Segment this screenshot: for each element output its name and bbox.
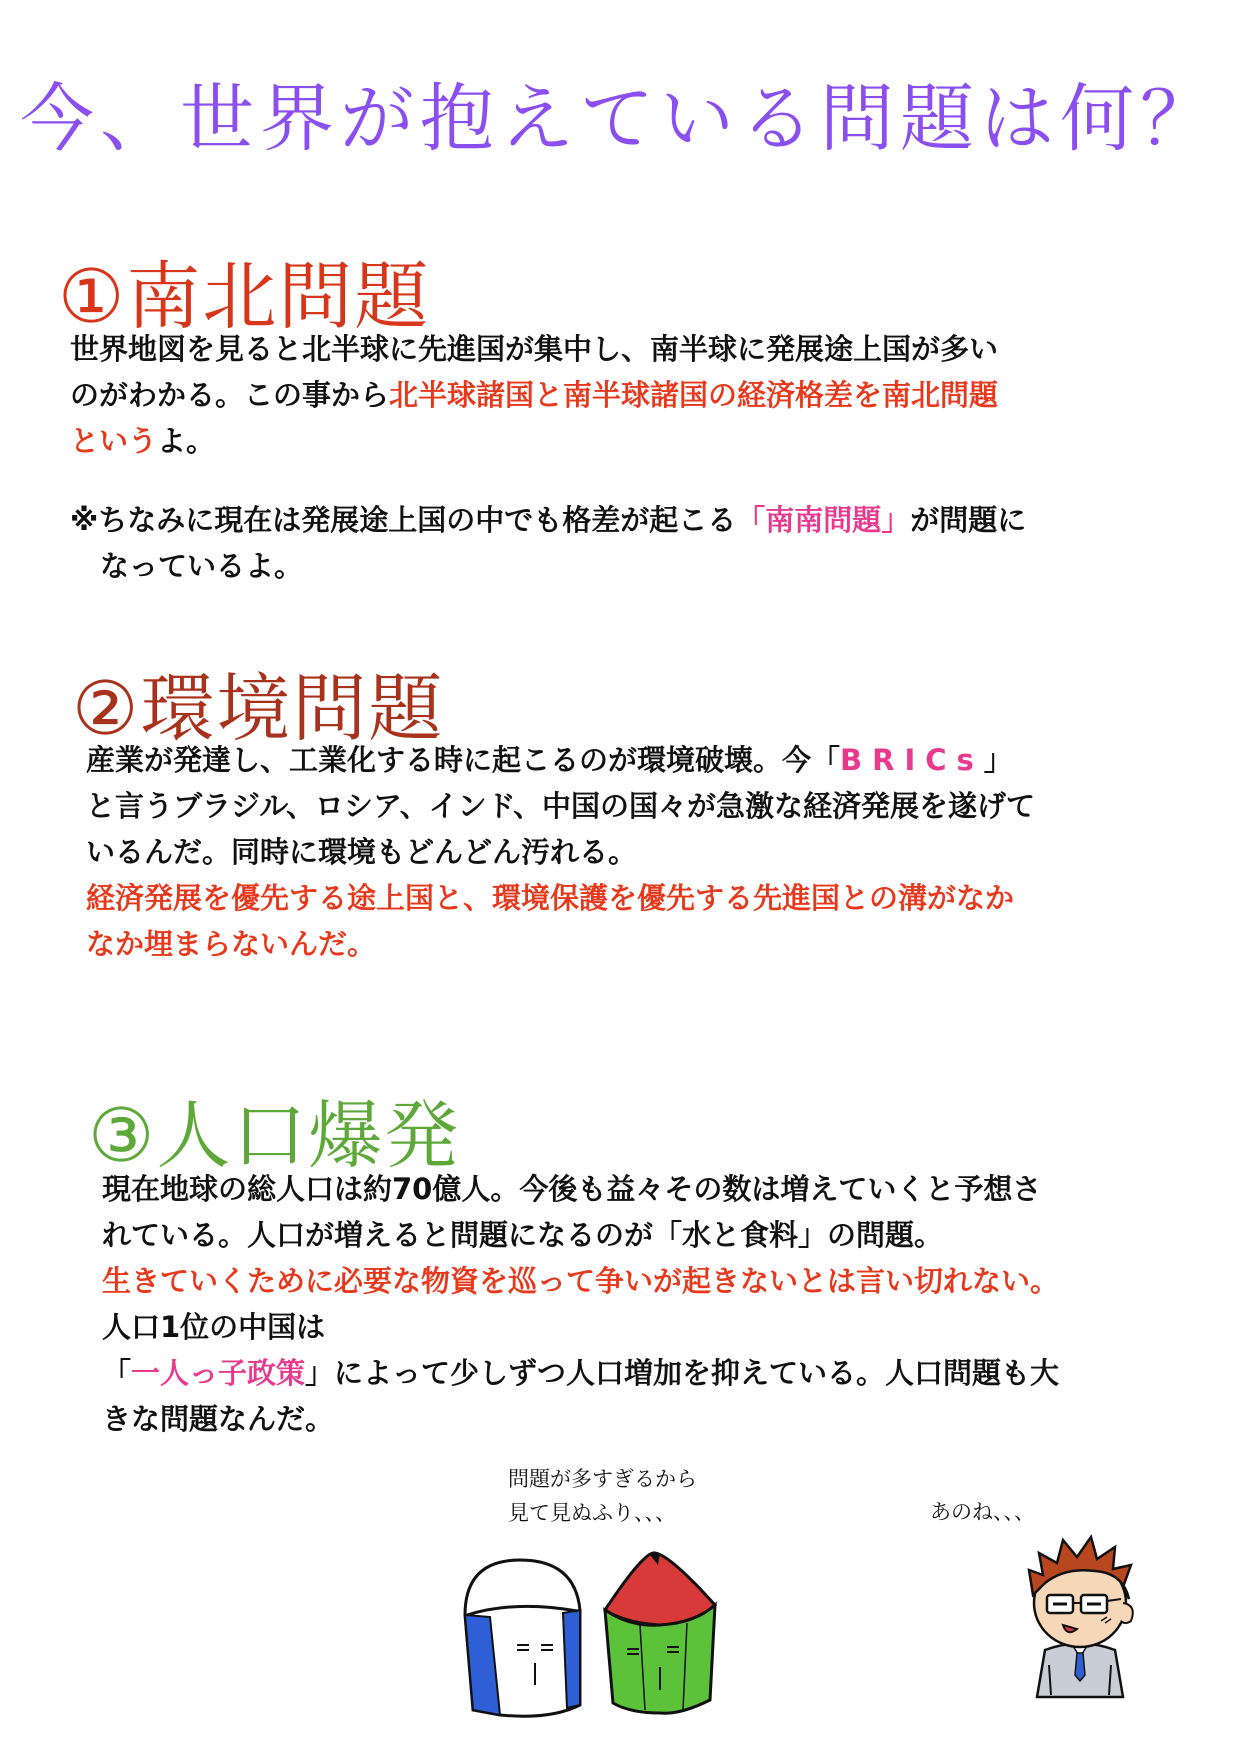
paragraph-line: と言うブラジル、ロシア、インド、中国の国々が急激な経済発展を遂げて	[86, 789, 1036, 823]
paragraph-line: というよ。	[70, 424, 216, 458]
paragraph-line: ※ちなみに現在は発展途上国の中でも格差が起こる「南南問題」が問題に	[70, 503, 1027, 537]
paragraph-line: きな問題なんだ。	[102, 1402, 335, 1436]
section-note-south-south	[70, 497, 1026, 589]
emphasis-text: 生きていくために必要な物資を巡って争いが起きないとは言い切れない。	[102, 1264, 1060, 1298]
speech-text-teacher: あのね、、、	[930, 1500, 1035, 1524]
emphasis-text: 「南南問題」	[736, 503, 911, 537]
emphasis-text: 経済発展を優先する途上国と、環境保護を優先する先進国との溝がなか	[86, 881, 1015, 915]
paragraph-line: 現在地球の総人口は約70億人。今後も益々その数は増えていくと予想さ	[102, 1172, 1042, 1206]
section-heading-population: ③人口爆発	[88, 1093, 461, 1179]
paragraph-line: いるんだ。同時に環境もどんどん汚れる。	[86, 835, 638, 869]
teacher-character-illustration	[1005, 1525, 1155, 1705]
section-heading-north-south: ①南北問題	[58, 254, 431, 340]
page-title: 今、世界が抱えている問題は何？	[20, 76, 1220, 162]
paragraph-line: のがわかる。この事から北半球諸国と南半球諸国の経済格差を南北問題	[70, 378, 999, 412]
section-body-population	[102, 1166, 1059, 1442]
eraser-pencil-characters-illustration	[455, 1545, 755, 1725]
paragraph-line: 世界地図を見ると北半球に先進国が集中し、南半球に発展途上国が多い	[70, 332, 999, 366]
speech-text-characters: 問題が多すぎるから 見て見ぬふり、、、	[508, 1467, 697, 1525]
emphasis-text: BRICs	[840, 743, 984, 777]
paragraph-line: れている。人口が増えると問題になるのが「水と食料」の問題。	[102, 1218, 944, 1252]
emphasis-text: という	[70, 424, 158, 458]
emphasis-text: 北半球諸国と南半球諸国の経済格差を南北問題	[389, 378, 999, 412]
paragraph-line: 人口1位の中国は	[102, 1310, 326, 1344]
pencil-character	[605, 1553, 715, 1713]
emphasis-text: なか埋まらないんだ。	[86, 927, 377, 961]
section-body-north-south	[70, 326, 998, 464]
section-heading-environment: ②環境問題	[72, 666, 445, 752]
paragraph-line: 産業が発達し、工業化する時に起こるのが環境破壊。今「BRICs」	[86, 743, 1013, 777]
eraser-character	[465, 1560, 580, 1716]
section-body-environment	[86, 737, 1035, 967]
emphasis-text: 一人っ子政策	[131, 1356, 306, 1390]
paragraph-line: なっているよ。	[100, 549, 304, 583]
paragraph-line: 「一人っ子政策」によって少しずつ人口増加を抑えている。人口問題も大	[102, 1356, 1060, 1390]
